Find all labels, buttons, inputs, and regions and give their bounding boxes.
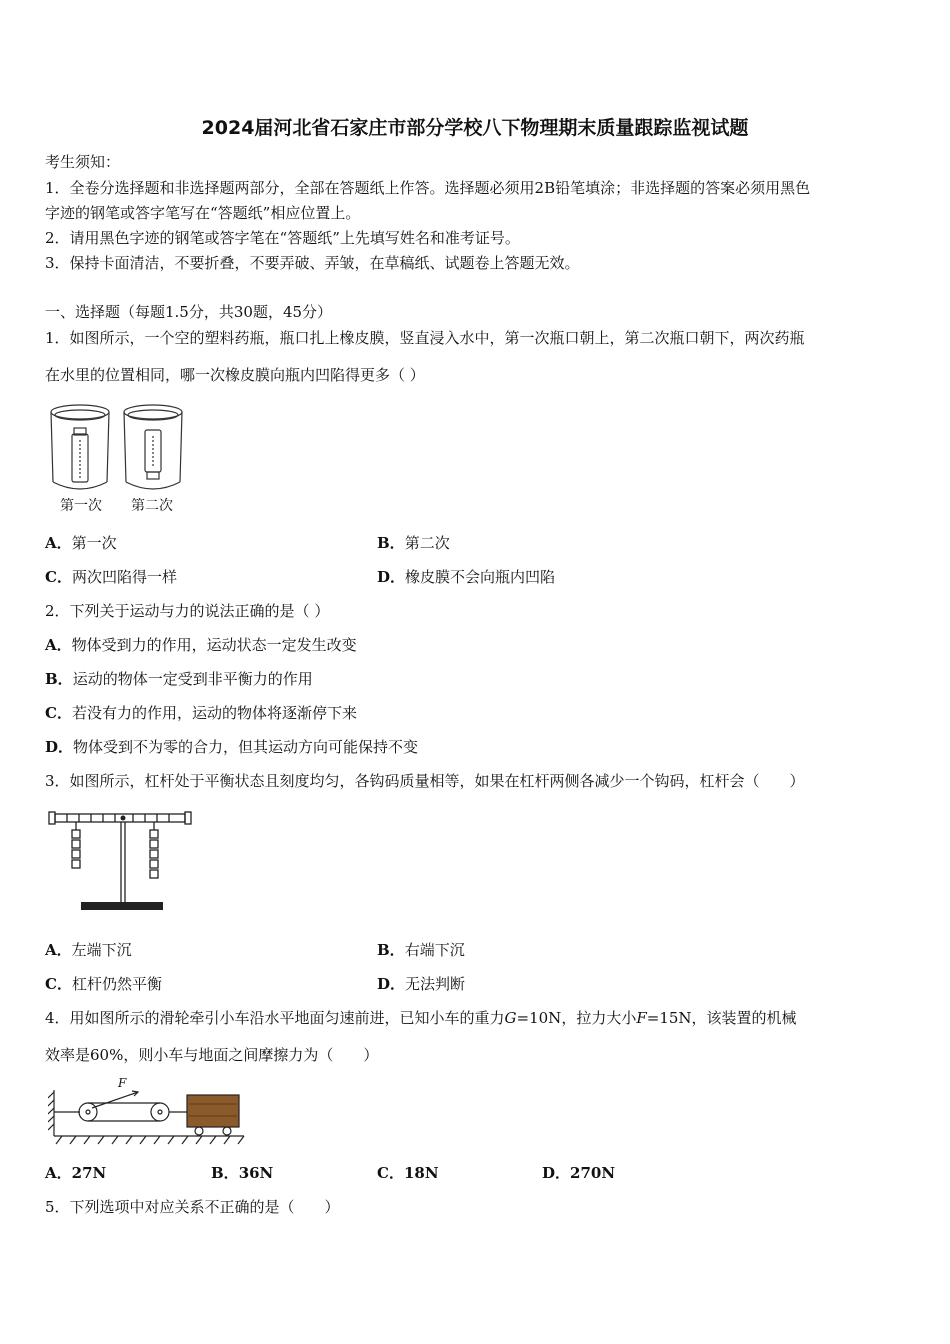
q4-stem-line-1: 4．用如图所示的滑轮牵引小车沿水平地面匀速前进，已知小车的重力G=10N，拉力大小F=15N，该装置的机械 [45,1009,797,1027]
section-heading: 一、选择题（每题1.5分，共30题，45分） [45,303,333,321]
q4-option-c[interactable]: C．18N [377,1164,439,1182]
q2-option-c[interactable]: C．若没有力的作用，运动的物体将逐渐停下来 [45,704,357,722]
q3-option-a[interactable]: A．左端下沉 [45,941,132,959]
notice-item-1-line-2: 字迹的钢笔或答字笔写在“答题纸”相应位置上。 [45,204,361,222]
q3-stem: 3．如图所示，杠杆处于平衡状态且刻度均匀，各钩码质量相等，如果在杠杆两侧各减少一个钩码，杠杆会（ ） [45,772,805,790]
q1-stem-line-2: 在水里的位置相同，哪一次橡皮膜向瓶内凹陷得更多（ ） [45,366,425,384]
q1-option-c[interactable]: C．两次凹陷得一样 [45,568,177,586]
notice-item-1-line-1: 1．全卷分选择题和非选择题两部分，全部在答题纸上作答。选择题必须用2B铅笔填涂；非选择题的答案必须用黑色 [45,179,811,197]
q2-option-a[interactable]: A．物体受到力的作用，运动状态一定发生改变 [45,636,357,654]
q2-option-d[interactable]: D．物体受到不为零的合力，但其运动方向可能保持不变 [45,738,419,756]
q4-option-d[interactable]: D．270N [542,1164,616,1182]
notice-item-2: 2．请用黑色字迹的钢笔或答字笔在“答题纸”上先填写姓名和准考证号。 [45,229,520,247]
q1-option-a[interactable]: A．第一次 [45,534,117,552]
q3-lever-figure [45,808,195,916]
q1-option-d[interactable]: D．橡皮膜不会向瓶内凹陷 [377,568,556,586]
q3-option-d[interactable]: D．无法判断 [377,975,466,993]
q4-option-b[interactable]: B．36N [211,1164,274,1182]
q4-pulley-figure [48,1078,248,1148]
q4-figure-force-label: F [118,1076,127,1090]
page-title: 2024届河北省石家庄市部分学校八下物理期末质量跟踪监视试题 [201,117,749,139]
q1-figure-label-1: 第一次 [60,498,102,514]
notice-item-3: 3．保持卡面清洁，不要折叠，不要弄破、弄皱，在草稿纸、试题卷上答题无效。 [45,254,580,272]
q2-stem: 2．下列关于运动与力的说法正确的是（ ） [45,602,330,620]
q1-option-b[interactable]: B．第二次 [377,534,450,552]
q5-stem: 5．下列选项中对应关系不正确的是（ ） [45,1198,340,1216]
q1-figure-label-2: 第二次 [131,498,173,514]
q3-option-b[interactable]: B．右端下沉 [377,941,465,959]
q1-stem-line-1: 1．如图所示，一个空的塑料药瓶，瓶口扎上橡皮膜，竖直浸入水中，第一次瓶口朝上，第二次瓶口朝下，两次药瓶 [45,329,805,347]
q3-option-c[interactable]: C．杠杆仍然平衡 [45,975,162,993]
q4-option-a[interactable]: A．27N [45,1164,107,1182]
q4-stem-line-2: 效率是60%，则小车与地面之间摩擦力为（ ） [45,1046,379,1064]
q2-option-b[interactable]: B．运动的物体一定受到非平衡力的作用 [45,670,313,688]
notice-heading: 考生须知： [45,153,121,171]
